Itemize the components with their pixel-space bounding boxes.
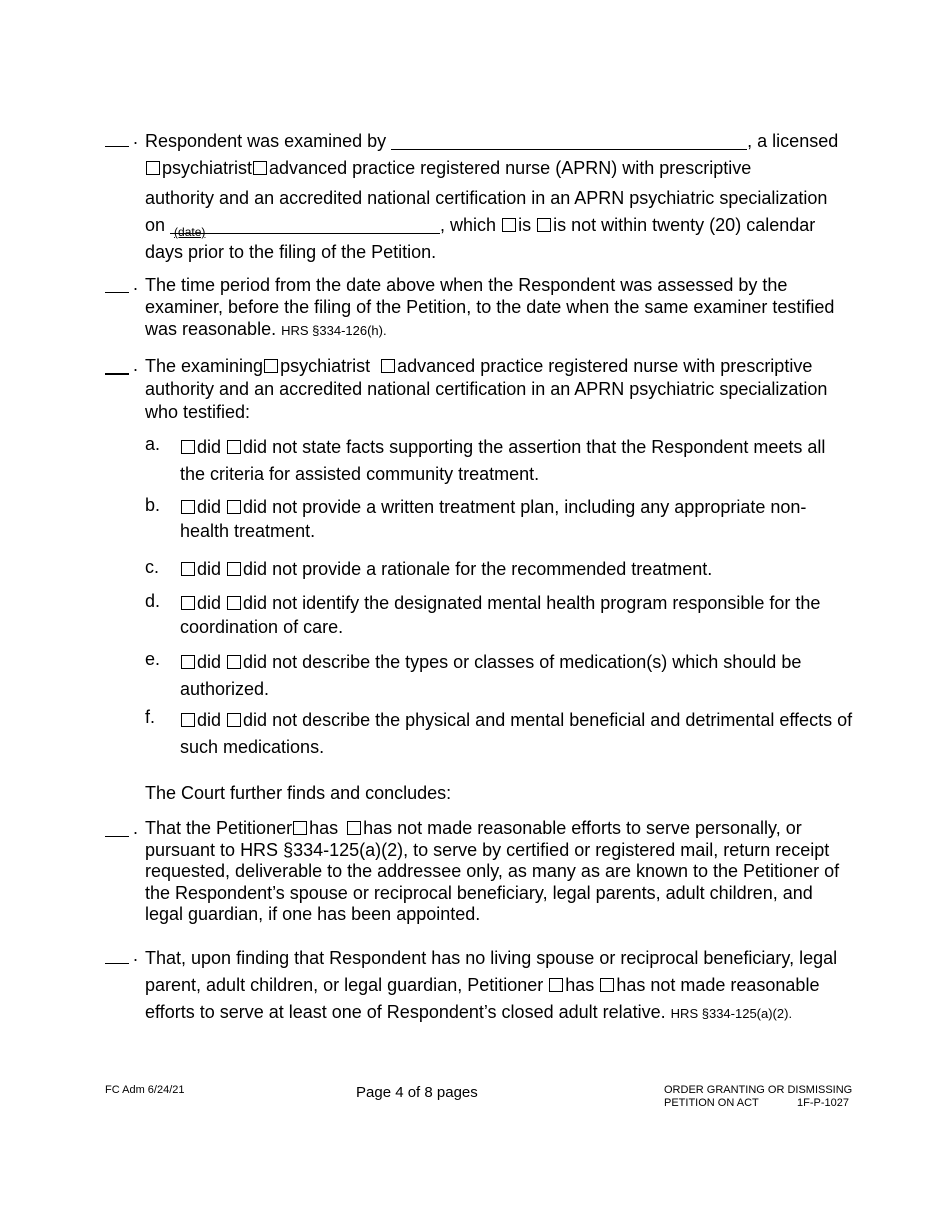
examining-psychiatrist-label: psychiatrist	[280, 356, 371, 376]
did-label: did	[197, 437, 222, 457]
item-no-living	[105, 945, 855, 1027]
did-label: did	[197, 710, 222, 730]
examining-rest-text: authority and an accredited national certification in an APRN psychiatric specialization who testified:	[145, 379, 828, 422]
subitem-e	[145, 649, 855, 703]
did-checkbox[interactable]	[181, 562, 195, 576]
examining-label: The examining	[145, 356, 264, 376]
item-examined-body	[145, 128, 855, 266]
psychiatrist-checkbox[interactable]	[146, 161, 160, 175]
item-examined	[105, 128, 855, 266]
period: .	[133, 818, 139, 838]
time-period-text: The time period from the date above when the Respondent was assessed by the examiner, before the filing of the Petition, to the date when the same examiner testified was reasonable.	[145, 275, 835, 339]
did-not-checkbox[interactable]	[227, 713, 241, 727]
date-sub-label: (date)	[174, 225, 206, 239]
subitem-letter: b.	[145, 495, 161, 515]
form-title-line2-text: PETITION ON ACT	[664, 1097, 759, 1109]
subitem-letter: f.	[145, 707, 156, 727]
item-time-period-body	[145, 274, 855, 342]
page-number-text: Page 4 of 8 pages	[356, 1084, 478, 1101]
did-label: did	[197, 593, 222, 613]
no-living-has-checkbox[interactable]	[549, 978, 563, 992]
is-label: is	[518, 215, 532, 235]
did-not-text: did not identify the designated mental health program responsible for the coordination of care.	[180, 593, 821, 637]
did-checkbox[interactable]	[181, 596, 195, 610]
item-examining-body	[145, 355, 855, 424]
checkmark-blank[interactable]	[105, 274, 129, 293]
did-checkbox[interactable]	[181, 440, 195, 454]
subitem-letter: a.	[145, 434, 161, 454]
period: .	[133, 274, 139, 294]
date-field[interactable]	[170, 215, 440, 239]
did-not-checkbox[interactable]	[227, 655, 241, 669]
examining-aprn-label: advanced practice registered nurse with prescriptive	[397, 356, 813, 376]
footer-form-title	[664, 1084, 854, 1110]
checkmark-blank[interactable]	[105, 945, 129, 964]
did-checkbox[interactable]	[181, 500, 195, 514]
petitioner-label: That the Petitioner	[145, 818, 293, 838]
subitem-c	[145, 557, 855, 581]
is-checkbox[interactable]	[502, 218, 516, 232]
form-number: 1F-P-1027	[797, 1097, 849, 1109]
days-prior-text: days prior to the filing of the Petition.	[145, 242, 437, 262]
item-petitioner	[105, 818, 855, 926]
which-label: , which	[440, 215, 497, 235]
has-label: has	[565, 975, 595, 995]
examining-aprn-checkbox[interactable]	[381, 359, 395, 373]
did-label: did	[197, 652, 222, 672]
item-time-period	[105, 274, 855, 342]
did-not-checkbox[interactable]	[227, 500, 241, 514]
no-living-has-not-checkbox[interactable]	[600, 978, 614, 992]
examined-by-label: Respondent was examined by	[145, 131, 387, 151]
did-checkbox[interactable]	[181, 713, 195, 727]
item-examining	[105, 355, 855, 424]
footer-left-text: FC Adm 6/24/21	[105, 1084, 185, 1096]
psychiatrist-label: psychiatrist	[162, 158, 253, 178]
no-living-text: That, upon finding that Respondent has no living spouse or reciprocal beneficiary, legal parent, adult children, or legal guardian, Petitioner	[145, 948, 838, 995]
form-title-line1: ORDER GRANTING OR DISMISSING	[664, 1084, 853, 1096]
period: .	[133, 128, 139, 148]
period: .	[133, 355, 139, 375]
did-not-checkbox[interactable]	[227, 596, 241, 610]
subitem-b	[145, 495, 855, 543]
subitem-f	[145, 707, 855, 761]
has-label: has	[309, 818, 339, 838]
did-checkbox[interactable]	[181, 655, 195, 669]
is-not-checkbox[interactable]	[537, 218, 551, 232]
checkmark-blank[interactable]	[105, 355, 129, 375]
examiner-name-field[interactable]	[391, 131, 747, 150]
aprn-label: advanced practice registered nurse (APRN) with prescriptive	[269, 158, 752, 178]
subitem-d	[145, 591, 855, 639]
is-not-label: is not within twenty (20) calendar	[553, 215, 816, 235]
checkmark-blank[interactable]	[105, 818, 129, 837]
court-further-heading	[145, 783, 855, 804]
hrs-citation: HRS §334-126(h).	[281, 323, 387, 338]
petitioner-has-not-checkbox[interactable]	[347, 821, 361, 835]
footer-page-number	[356, 1084, 478, 1101]
licensed-label: , a licensed	[747, 131, 839, 151]
did-not-checkbox[interactable]	[227, 440, 241, 454]
did-label: did	[197, 497, 222, 517]
item-petitioner-body	[145, 818, 855, 926]
court-further-text: The Court further finds and concludes:	[145, 783, 452, 803]
did-not-text: did not provide a written treatment plan, including any appropriate non-health treatment.	[180, 497, 807, 541]
aprn-checkbox[interactable]	[253, 161, 267, 175]
did-not-text: did not describe the physical and mental beneficial and detrimental effects of such medications.	[180, 710, 853, 757]
did-not-checkbox[interactable]	[227, 562, 241, 576]
item-no-living-body	[145, 945, 855, 1027]
has-not-text: has not made reasonable efforts to serve at least one of Respondent’s closed adult relative.	[145, 975, 820, 1022]
did-not-text: did not provide a rationale for the recommended treatment.	[243, 559, 713, 579]
examining-psychiatrist-checkbox[interactable]	[264, 359, 278, 373]
hrs-citation: HRS §334-125(a)(2).	[670, 1006, 793, 1021]
subitem-letter: e.	[145, 649, 161, 669]
subitem-letter: c.	[145, 557, 160, 577]
authority-text: authority and an accredited national certification in an APRN psychiatric specialization	[145, 188, 828, 208]
did-not-text: did not describe the types or classes of medication(s) which should be authorized.	[180, 652, 802, 699]
footer-form-code	[105, 1084, 185, 1097]
subitem-a	[145, 434, 855, 488]
did-not-text: did not state facts supporting the assertion that the Respondent meets all the criteria for assisted community treatment.	[180, 437, 826, 484]
period: .	[133, 945, 139, 965]
form-title-line2	[664, 1097, 854, 1110]
did-label: did	[197, 559, 222, 579]
subitem-letter: d.	[145, 591, 161, 611]
checkmark-blank[interactable]	[105, 128, 129, 147]
petitioner-has-checkbox[interactable]	[293, 821, 307, 835]
has-not-text: has not made reasonable efforts to serve personally, or pursuant to HRS §334-125(a)(2), to serve by certified or registered mail, return receipt requested, deliverable to the addressee only, as many as are known to the Petitioner of the Respondent’s spouse or reciprocal beneficiary, legal parents, adult children, and legal guardian, if one has been appointed.	[145, 818, 840, 924]
on-label: on	[145, 215, 166, 235]
